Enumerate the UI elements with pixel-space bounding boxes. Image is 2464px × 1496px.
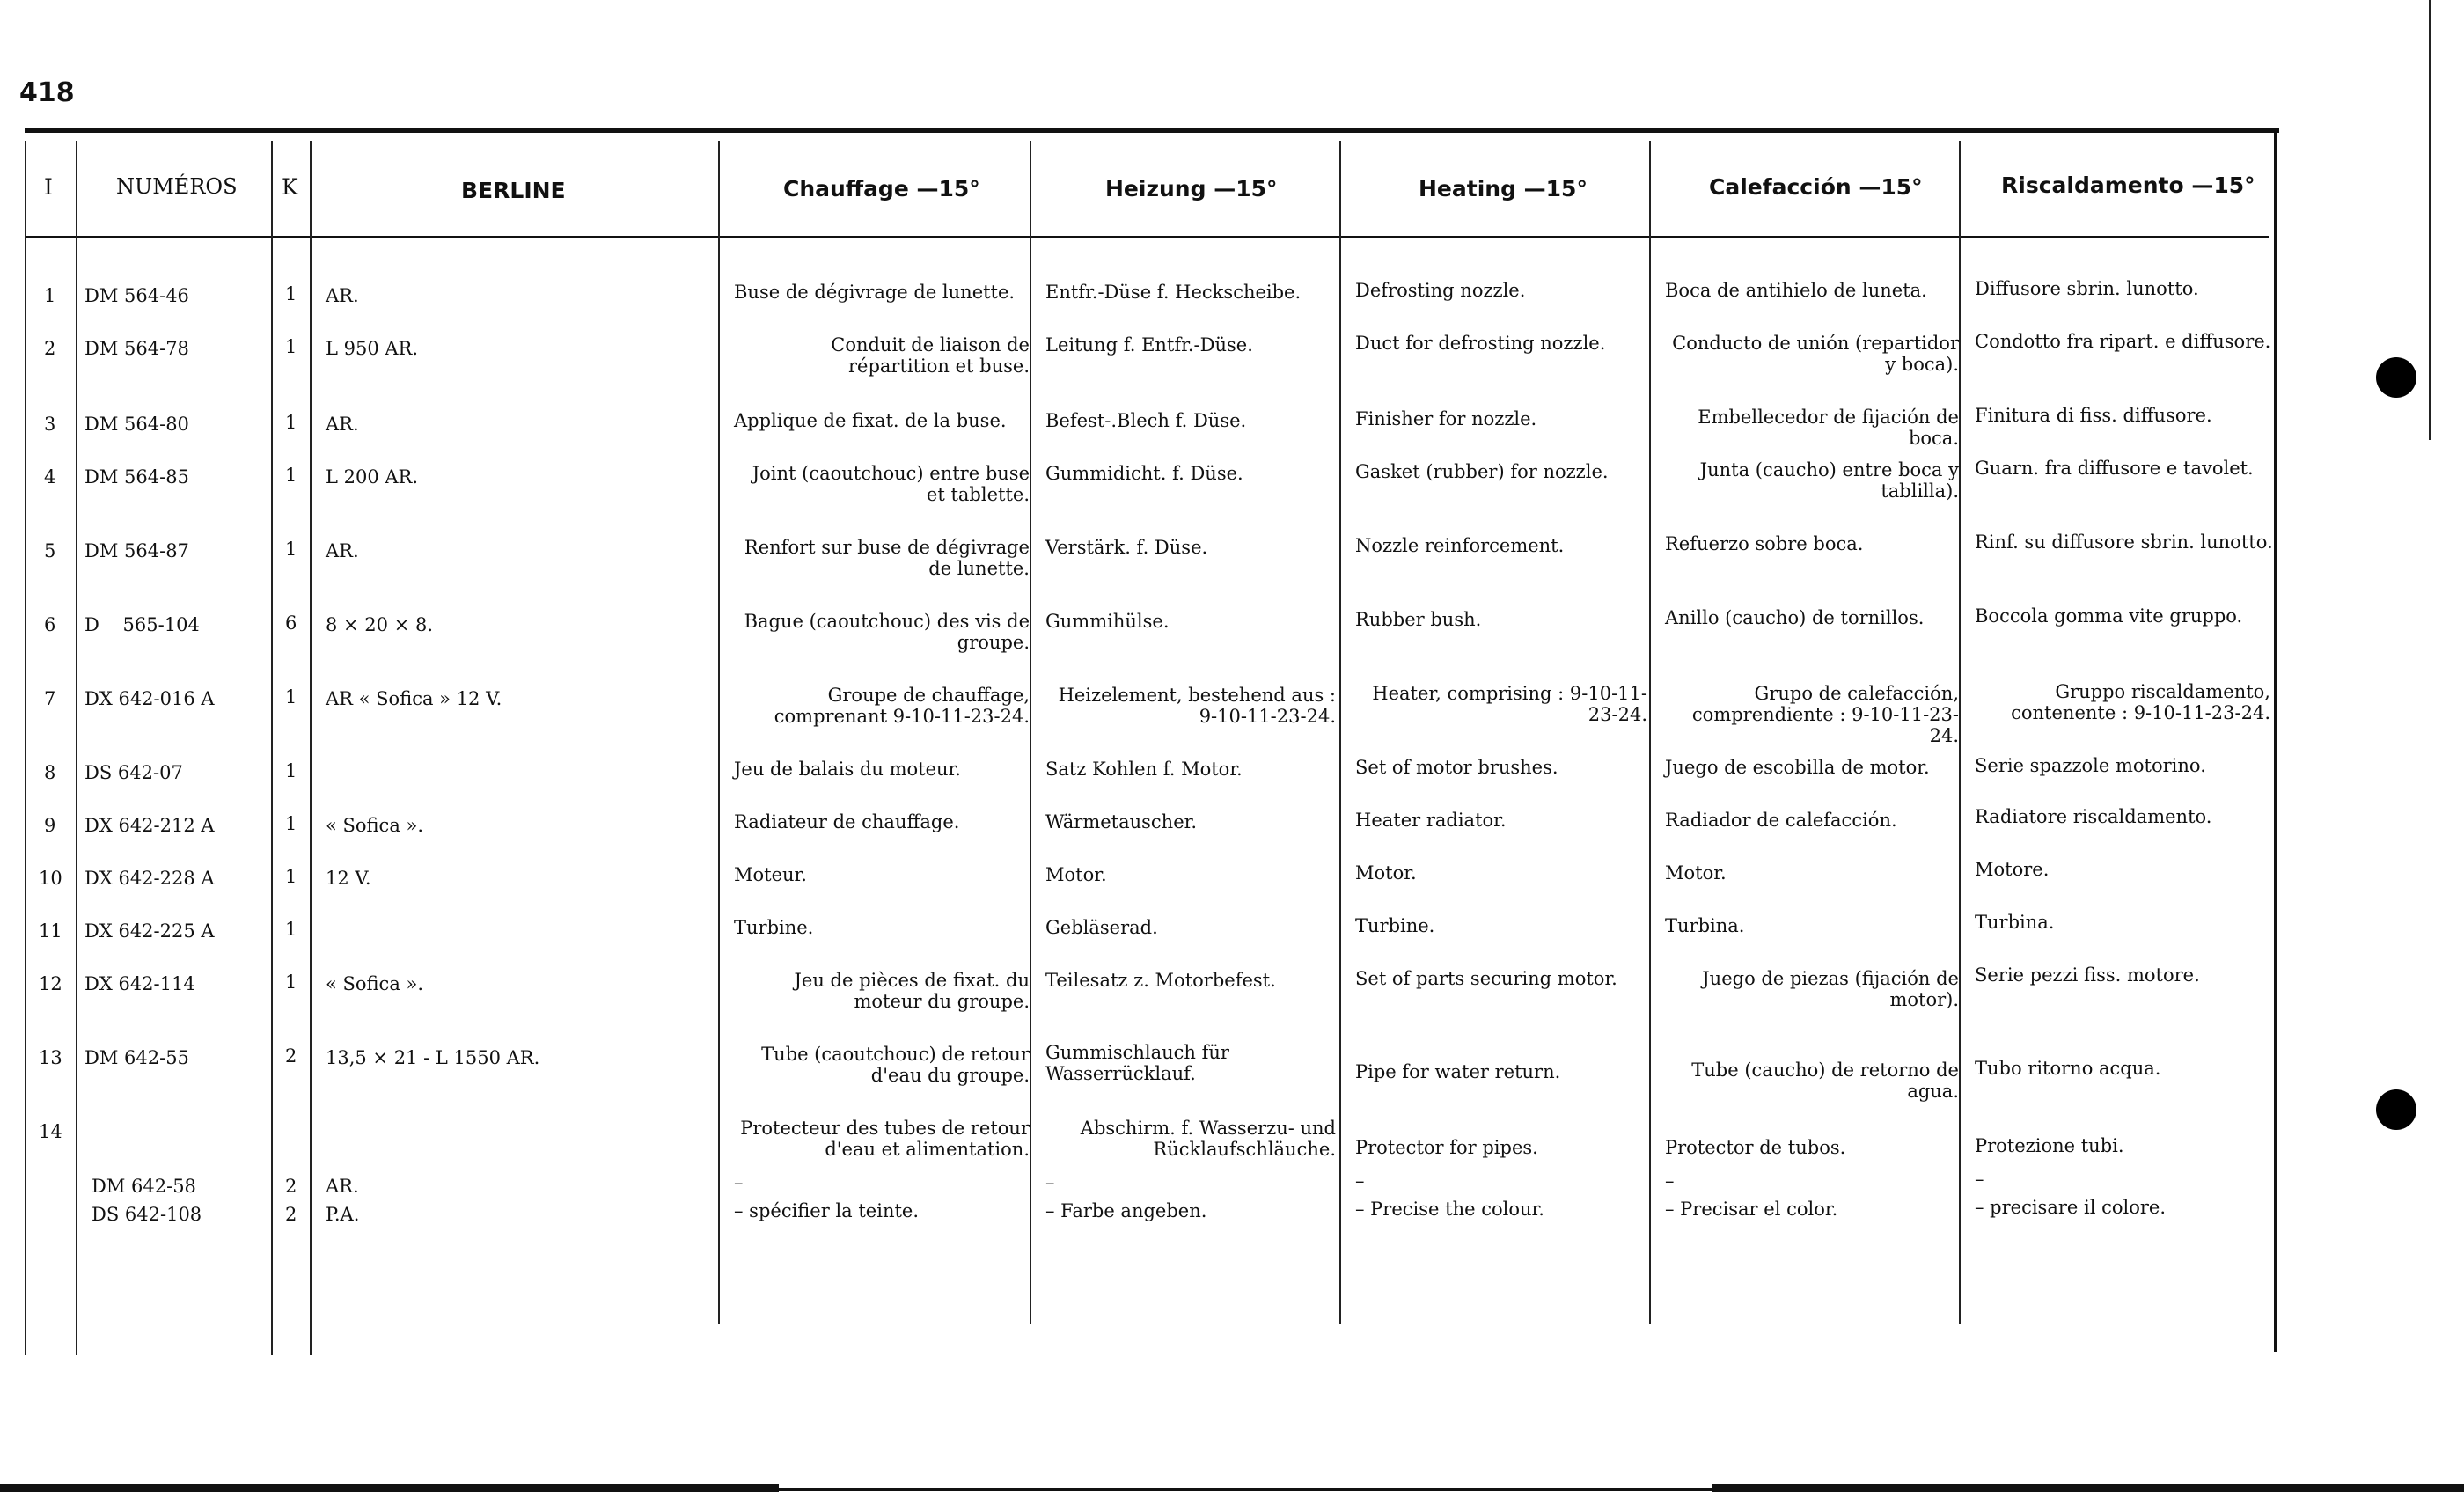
row-en: Set of motor brushes. [1355, 757, 1558, 778]
row-it: Finitura di fiss. diffusore. [1975, 405, 2212, 426]
header-rule [25, 236, 2269, 238]
row-fr: Jeu de balais du moteur. [734, 759, 961, 780]
row-qty: 1 [285, 972, 297, 993]
row-model: AR « Sofica » 12 V. [326, 688, 502, 709]
row-index: 1 [44, 285, 56, 306]
row-de: Gebläserad. [1045, 917, 1158, 938]
row-es: Boca de antihielo de luneta. [1665, 280, 1927, 301]
row-number: DM 564-80 [84, 414, 189, 435]
row-it: Radiatore riscaldamento. [1975, 806, 2212, 827]
row-qty: 1 [285, 919, 297, 940]
row-it: Tubo ritorno acqua. [1975, 1058, 2161, 1079]
sub-row-it: – [1975, 1169, 1984, 1190]
row-fr: Conduit de liaison de répartition et buse. [831, 334, 1030, 377]
row-index: 3 [44, 414, 56, 435]
header-index: I [44, 174, 53, 200]
row-model: AR. [326, 285, 359, 306]
row-de: Wärmetauscher. [1045, 811, 1198, 832]
row-fr: Jeu de pièces de fixat. du moteur du groupe. [794, 970, 1030, 1012]
row-number: DX 642-225 A [84, 920, 215, 942]
row-number: DS 642-07 [84, 762, 183, 783]
row-es: Protector de tubos. [1665, 1137, 1846, 1158]
row-de: Gummidicht. f. Düse. [1045, 463, 1243, 484]
row-index: 9 [44, 815, 56, 836]
row-en: Duct for defrosting nozzle. [1355, 333, 1606, 354]
row-fr: Renfort sur buse de dégivrage de lunette. [744, 537, 1030, 579]
row-de: Befest-.Blech f. Düse. [1045, 410, 1247, 431]
sub-row-it: – precisare il colore. [1975, 1197, 2167, 1218]
row-number: DM 564-78 [84, 338, 189, 359]
bottom-rule [779, 1488, 1712, 1491]
row-en: Defrosting nozzle. [1355, 280, 1526, 301]
table-right-edge [2274, 128, 2277, 1352]
sub-row-es: – [1665, 1170, 1675, 1192]
row-es: Juego de escobilla de motor. [1665, 757, 1930, 778]
header-en: Heating —15° [1419, 176, 1588, 202]
row-en: Heater radiator. [1355, 810, 1507, 831]
row-index: 11 [39, 920, 62, 942]
col-sep [1649, 141, 1651, 1324]
row-de: Teilesatz z. Motorbefest. [1045, 970, 1276, 991]
row-qty: 1 [285, 813, 297, 834]
col-sep [1959, 141, 1961, 1324]
sub-row-qty: 2 [285, 1176, 297, 1197]
header-de: Heizung —15° [1105, 176, 1278, 202]
row-fr: Applique de fixat. de la buse. [734, 410, 1007, 431]
row-es: Tube (caucho) de retorno de agua. [1691, 1060, 1959, 1102]
col-sep [1339, 141, 1341, 1324]
row-model: L 950 AR. [326, 338, 419, 359]
row-es: Conducto de unión (repartidor y boca). [1672, 333, 1959, 375]
row-index: 10 [39, 868, 62, 889]
row-fr: Radiateur de chauffage. [734, 811, 960, 832]
sub-row-model: P.A. [326, 1204, 360, 1225]
row-it: Turbina. [1975, 912, 2055, 933]
row-qty: 6 [285, 612, 297, 634]
row-de: Verstärk. f. Düse. [1045, 537, 1208, 558]
row-de: Entfr.-Düse f. Heckscheibe. [1045, 282, 1302, 303]
row-qty: 1 [285, 686, 297, 708]
sub-row-de: – [1045, 1172, 1055, 1193]
row-it: Boccola gomma vite gruppo. [1975, 605, 2243, 627]
row-qty: 1 [285, 866, 297, 887]
col-sep [1030, 141, 1031, 1324]
row-number: DM 564-87 [84, 540, 189, 561]
row-index: 7 [44, 688, 56, 709]
row-index: 2 [44, 338, 56, 359]
row-en: Gasket (rubber) for nozzle. [1355, 461, 1609, 482]
row-it: Gruppo riscaldamento, contenente : 9-10-11-23-24. [2011, 681, 2270, 723]
row-en: Motor. [1355, 862, 1417, 884]
header-model: BERLINE [461, 178, 566, 203]
row-number: DX 642-016 A [84, 688, 215, 709]
row-fr: Turbine. [734, 917, 814, 938]
row-de: Abschirm. f. Wasserzu- und Rücklaufschläuche. [1080, 1118, 1336, 1160]
row-fr: Tube (caoutchouc) de retour d'eau du groupe. [761, 1044, 1030, 1086]
row-es: Anillo (caucho) de tornillos. [1665, 607, 1925, 628]
header-qty: K [282, 174, 298, 200]
row-es: Radiador de calefacción. [1665, 810, 1897, 831]
row-it: Guarn. fra diffusore e tavolet. [1975, 458, 2254, 479]
row-model: AR. [326, 414, 359, 435]
margin-line [2429, 0, 2431, 440]
row-es: Grupo de calefacción, comprendiente : 9-10-11-23-24. [1691, 683, 1959, 746]
col-sep [310, 141, 312, 1355]
row-qty: 1 [285, 336, 297, 357]
row-qty: 1 [285, 465, 297, 486]
row-index: 4 [44, 466, 56, 488]
row-de: Gummihülse. [1045, 611, 1170, 632]
row-en: Finisher for nozzle. [1355, 408, 1537, 429]
row-index: 8 [44, 762, 56, 783]
row-index: 14 [39, 1121, 62, 1142]
row-model: 8 × 20 × 8. [326, 614, 434, 635]
row-fr: Bague (caoutchouc) des vis de groupe. [744, 611, 1030, 653]
row-fr: Joint (caoutchouc) entre buse et tablette. [752, 463, 1030, 505]
row-number: DM 564-46 [84, 285, 189, 306]
row-es: Refuerzo sobre boca. [1665, 533, 1864, 554]
row-es: Motor. [1665, 862, 1727, 884]
header-es: Calefacción —15° [1709, 174, 1923, 200]
row-de: Leitung f. Entfr.-Düse. [1045, 334, 1253, 356]
sub-row-model: AR. [326, 1176, 359, 1197]
row-it: Serie pezzi fiss. motore. [1975, 964, 2200, 986]
sub-row-number: DS 642-108 [92, 1204, 202, 1225]
row-number: D 565-104 [84, 614, 200, 635]
sub-row-de: – Farbe angeben. [1045, 1200, 1207, 1221]
row-number: DM 642-55 [84, 1047, 189, 1068]
row-de: Gummischlauch für Wasserrücklauf. [1045, 1042, 1229, 1084]
row-number: DX 642-212 A [84, 815, 215, 836]
header-it: Riscaldamento —15° [2001, 172, 2255, 198]
row-en: Rubber bush. [1355, 609, 1482, 630]
row-qty: 2 [285, 1045, 297, 1067]
row-qty: 1 [285, 760, 297, 781]
sub-row-en: – Precise the colour. [1355, 1199, 1544, 1220]
row-index: 13 [39, 1047, 62, 1068]
row-de: Heizelement, bestehend aus : 9-10-11-23-24. [1058, 685, 1336, 727]
row-fr: Moteur. [734, 864, 807, 885]
row-number: DM 564-85 [84, 466, 189, 488]
row-it: Diffusore sbrin. lunotto. [1975, 278, 2199, 299]
row-fr: Protecteur des tubes de retour d'eau et alimentation. [740, 1118, 1030, 1160]
header-numbers: NUMÉROS [116, 174, 238, 199]
bottom-rule [1712, 1484, 2464, 1492]
sub-row-en: – [1355, 1170, 1365, 1192]
row-en: Heater, comprising : 9-10-11-23-24. [1372, 683, 1647, 725]
row-it: Motore. [1975, 859, 2050, 880]
col-sep [76, 141, 77, 1355]
row-en: Pipe for water return. [1355, 1061, 1561, 1082]
punch-hole [2376, 1089, 2416, 1130]
row-model: « Sofica ». [326, 815, 424, 836]
col-sep [271, 141, 273, 1355]
row-model: 13,5 × 21 - L 1550 AR. [326, 1047, 540, 1068]
sub-row-fr: – [734, 1172, 744, 1193]
row-model: L 200 AR. [326, 466, 419, 488]
row-es: Juego de piezas (fijación de motor). [1702, 968, 1959, 1010]
sub-row-fr: – spécifier la teinte. [734, 1200, 920, 1221]
row-de: Motor. [1045, 864, 1107, 885]
row-qty: 1 [285, 539, 297, 560]
row-number: DX 642-114 [84, 973, 195, 994]
row-es: Turbina. [1665, 915, 1745, 936]
col-sep [718, 141, 720, 1324]
row-it: Rinf. su diffusore sbrin. lunotto. [1975, 532, 2273, 553]
row-it: Serie spazzole motorino. [1975, 755, 2206, 776]
row-index: 12 [39, 973, 62, 994]
row-fr: Buse de dégivrage de lunette. [734, 282, 1016, 303]
page-number: 418 [19, 77, 75, 108]
punch-hole [2376, 357, 2416, 398]
row-en: Set of parts securing motor. [1355, 968, 1617, 989]
row-number: DX 642-228 A [84, 868, 215, 889]
row-index: 6 [44, 614, 56, 635]
row-model: « Sofica ». [326, 973, 424, 994]
sub-row-number: DM 642-58 [92, 1176, 196, 1197]
sub-row-es: – Precisar el color. [1665, 1199, 1838, 1220]
row-de: Satz Kohlen f. Motor. [1045, 759, 1243, 780]
row-en: Turbine. [1355, 915, 1435, 936]
header-fr: Chauffage —15° [783, 176, 980, 202]
col-sep [25, 141, 26, 1355]
row-qty: 1 [285, 283, 297, 304]
row-model: 12 V. [326, 868, 371, 889]
row-en: Protector for pipes. [1355, 1137, 1538, 1158]
row-it: Condotto fra ripart. e diffusore. [1975, 331, 2271, 352]
row-es: Junta (caucho) entre boca y tablilla). [1699, 459, 1959, 502]
row-fr: Groupe de chauffage, comprenant 9-10-11-23-24. [774, 685, 1030, 727]
table-top-rule [25, 128, 2279, 133]
row-it: Protezione tubi. [1975, 1135, 2124, 1156]
row-en: Nozzle reinforcement. [1355, 535, 1565, 556]
row-model: AR. [326, 540, 359, 561]
row-qty: 1 [285, 412, 297, 433]
sub-row-qty: 2 [285, 1204, 297, 1225]
row-index: 5 [44, 540, 56, 561]
row-es: Embellecedor de fijación de boca. [1698, 407, 1959, 449]
bottom-rule [0, 1484, 779, 1492]
